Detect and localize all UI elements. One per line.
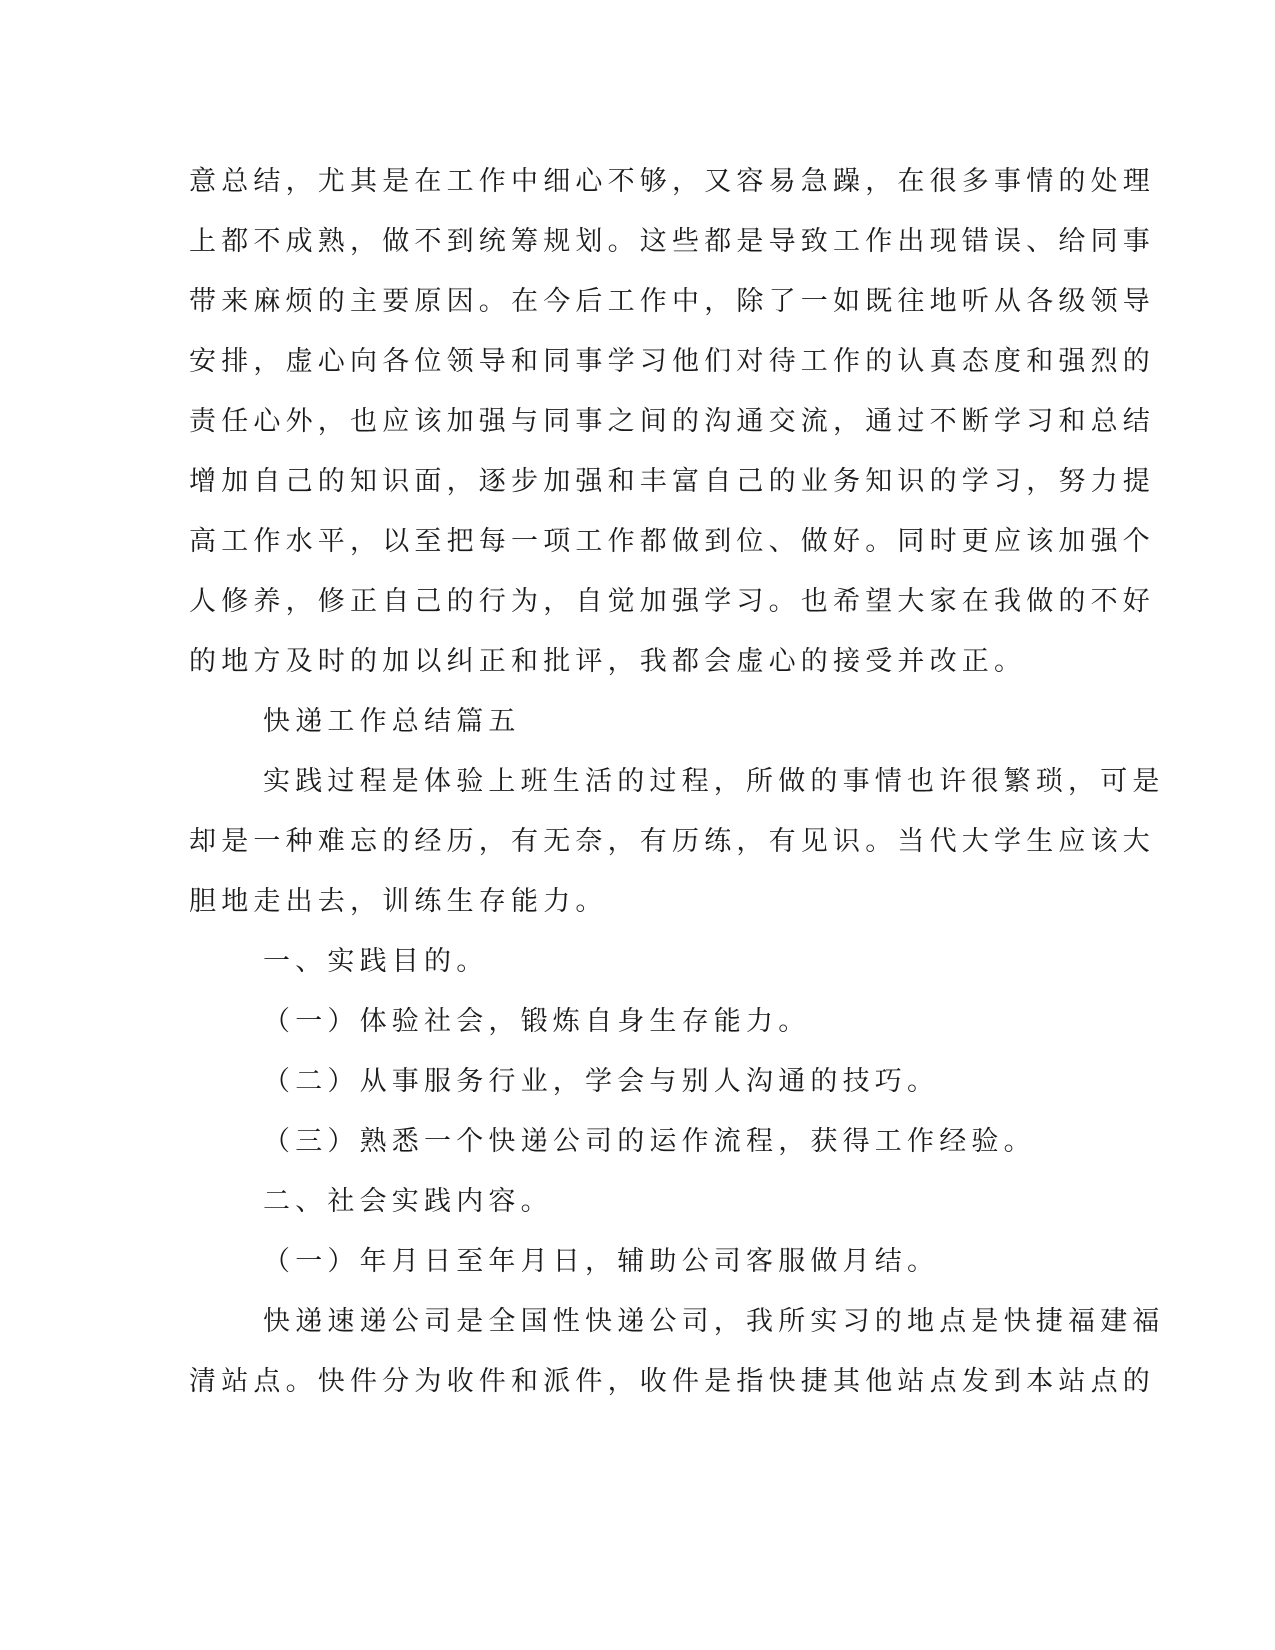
text-line: 快递速递公司是全国性快递公司，我所实习的地点是快捷福建福 bbox=[263, 1306, 1165, 1337]
text-line: 意总结，尤其是在工作中细心不够，又容易急躁，在很多事情的处理 bbox=[189, 166, 1155, 197]
list-item: （三）熟悉一个快递公司的运作流程，获得工作经验。 bbox=[263, 1126, 1036, 1157]
list-item: （一）年月日至年月日，辅助公司客服做月结。 bbox=[263, 1246, 940, 1277]
text-line: 上都不成熟，做不到统筹规划。这些都是导致工作出现错误、给同事 bbox=[189, 226, 1155, 257]
text-line: 清站点。快件分为收件和派件，收件是指快捷其他站点发到本站点的 bbox=[189, 1366, 1155, 1397]
list-item: （一）体验社会，锻炼自身生存能力。 bbox=[263, 1006, 811, 1037]
text-line: 增加自己的知识面，逐步加强和丰富自己的业务知识的学习，努力提 bbox=[189, 466, 1155, 497]
text-line: 实践过程是体验上班生活的过程，所做的事情也许很繁琐，可是 bbox=[263, 766, 1165, 797]
list-item: （二）从事服务行业，学会与别人沟通的技巧。 bbox=[263, 1066, 940, 1097]
section-heading: 快递工作总结篇五 bbox=[263, 706, 521, 737]
text-line: 人修养，修正自己的行为，自觉加强学习。也希望大家在我做的不好 bbox=[189, 586, 1155, 617]
text-line: 胆地走出去，训练生存能力。 bbox=[189, 886, 608, 917]
text-line: 却是一种难忘的经历，有无奈，有历练，有见识。当代大学生应该大 bbox=[189, 826, 1155, 857]
text-line: 高工作水平，以至把每一项工作都做到位、做好。同时更应该加强个 bbox=[189, 526, 1155, 557]
text-line: 安排，虚心向各位领导和同事学习他们对待工作的认真态度和强烈的 bbox=[189, 346, 1155, 377]
text-line: 的地方及时的加以纠正和批评，我都会虚心的接受并改正。 bbox=[189, 646, 1027, 677]
list-heading: 二、社会实践内容。 bbox=[263, 1186, 553, 1217]
text-line: 带来麻烦的主要原因。在今后工作中，除了一如既往地听从各级领导 bbox=[189, 286, 1155, 317]
list-heading: 一、实践目的。 bbox=[263, 946, 489, 977]
text-line: 责任心外，也应该加强与同事之间的沟通交流，通过不断学习和总结 bbox=[189, 406, 1155, 437]
